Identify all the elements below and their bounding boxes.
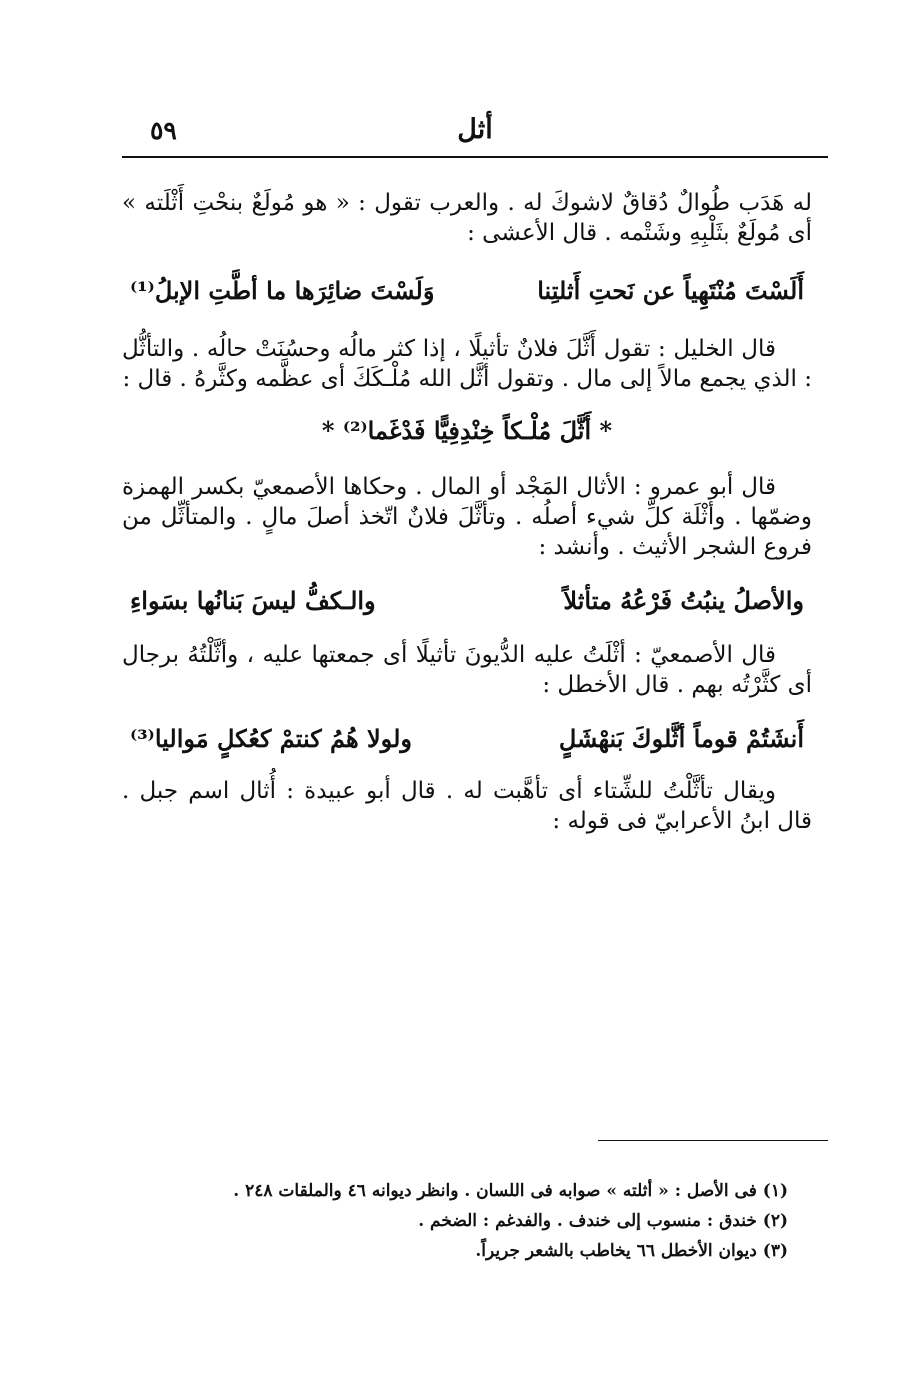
footnote: (١) فى الأصل : « أثلته » صوابه فى اللسان . وانظر ديوانه ٤٦ والملقات ٢٤٨ . [233,1181,788,1201]
paragraph: قال الخليل : تقول أَثَّلَ فلانٌ تأثيلًا ، إذا كثر مالُه وحسُنَتْ حالُه . والتأثُّل : الذي يجمع مالاً إلى مال . وتقول أثَّل الله مُلْـكَكَ أى عظَّمه وكثَّرهُ . قال : [122,336,812,392]
page-number: ٥٩ [150,116,177,145]
footnote-rule [598,1140,828,1141]
footnotes [180,1176,788,1266]
paragraph: ويقال تأثَّلْتُ للشِّتاء أى تأهَّبت له . قال أبو عبيدة : أُثال اسم جبل . قال ابنُ الأعرابيّ فى قوله : [122,778,812,834]
body-text [122,188,812,858]
paragraph: قال الأصمعيّ : أثْلَتُ عليه الدُّيونَ تأثيلًا أى جمعتها عليه ، وأثَّلْتُهُ برجال أى كثَّرْتُه بهم . قال الأخطل : [122,642,812,698]
verse-first-hemistich: والأصلُ ينبُتُ فَرْعُهُ متأثلاً [563,586,804,615]
verse-second-hemistich: والـكفُّ ليسَ بَنانُها بسَواءِ [130,586,376,615]
paragraph: له هَدَب طُوالٌ دُقاقٌ لاشوكَ له . والعرب تقول : « هو مُولَعٌ بنحْتِ أَثْلَته » أى مُولَعٌ بثَلْبِهِ وشَتْمه . قال الأعشى : [122,190,812,246]
verse-line [122,586,812,616]
verse-first-hemistich: أَنشَتُمْ قوماً أثَّلوكَ بَنهْشَلٍ [558,724,804,753]
verse-line-centered: * أَثَّلَ مُلْـكاً خِنْدِفِيًّا فَدْغَما⁽²⁾ * [321,416,613,445]
verse-second-hemistich: ولولا هُمُ كنتمْ كعُكلٍ مَواليا⁽³⁾ [130,724,412,753]
verse-first-hemistich: أَلَسْتَ مُنْتَهِياً عن نَحتِ أَثلتِنا [537,276,804,305]
footnote: (٣) ديوان الأخطل ٦٦ يخاطب بالشعر جريراً. [475,1241,788,1261]
paragraph: قال أبو عمرو : الأثال المَجْد أو المال . وحكاها الأصمعيّ بكسر الهمزة وضمّها . وأثْلَة كلِّ شيء أصلُه . وتأثَّلَ فلانٌ اتّخذ أصلَ مالٍ . والمتأثِّل من فروع الشجر الأثيث . وأنشد : [122,474,812,560]
verse-line [122,724,812,754]
running-head: أثل [457,114,493,145]
footnote: (٢) خندق : منسوب إلى خندف . والفدغم : الضخم . [418,1211,788,1231]
verse-line [122,276,812,306]
verse-second-hemistich: وَلَسْتَ ضائِرَها ما أطَّتِ الإبلُ⁽¹⁾ [130,276,435,305]
header-rule [122,156,828,158]
page-header [120,112,830,152]
